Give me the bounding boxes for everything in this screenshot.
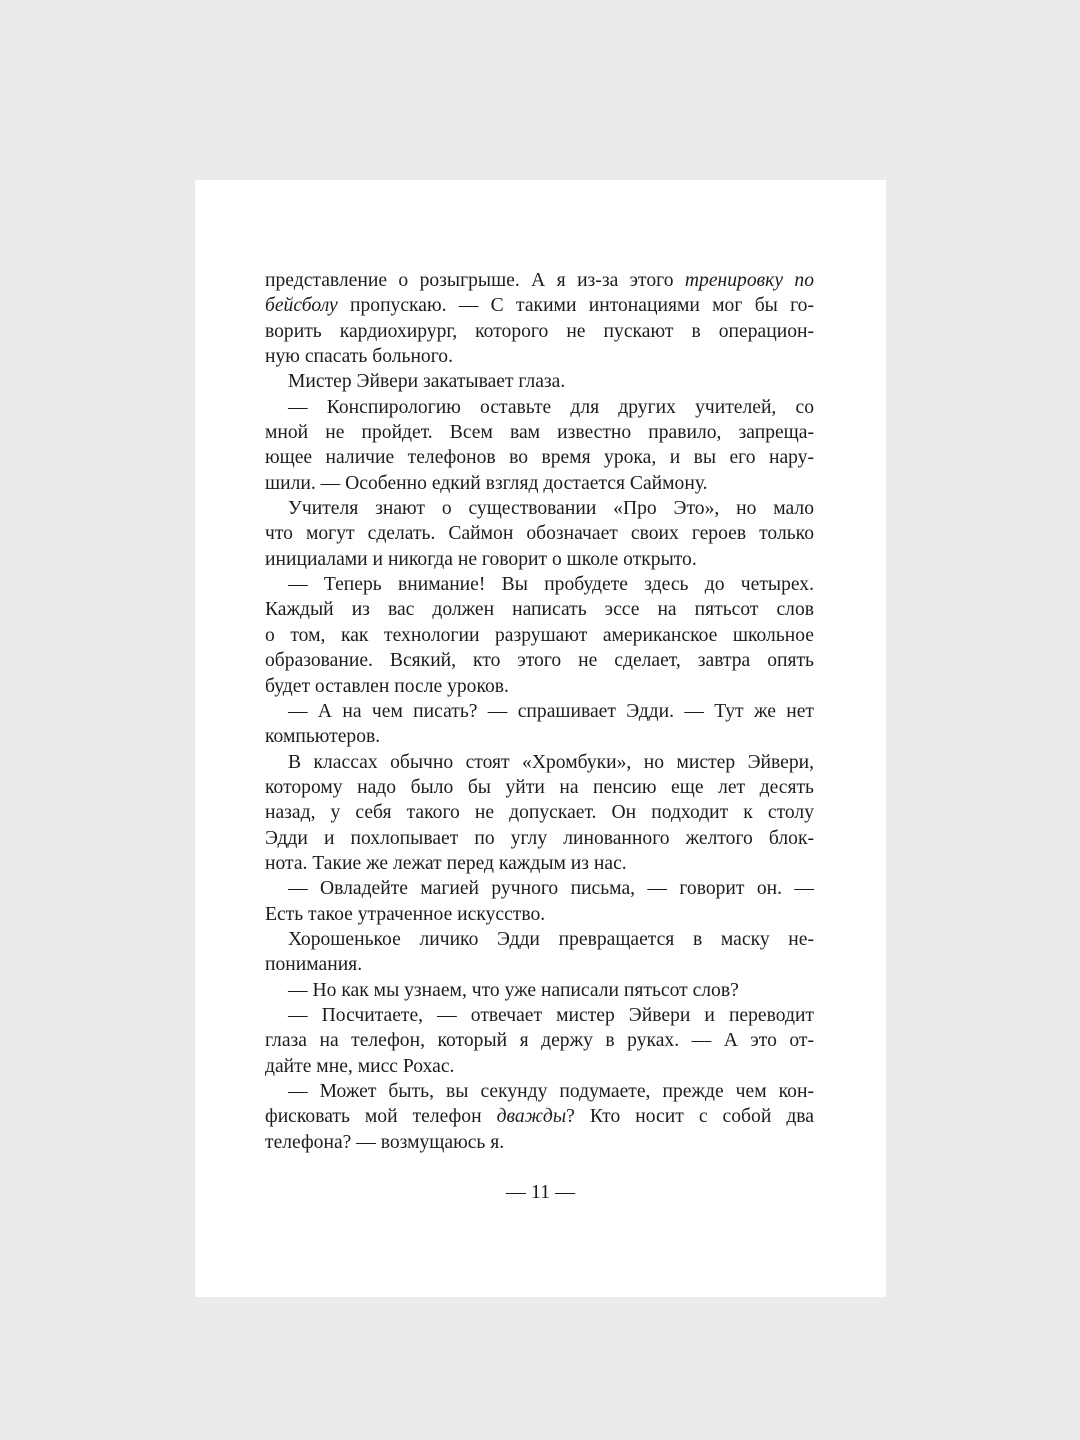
text-line: о том, как технологии разрушают американское школьное <box>265 624 814 646</box>
text-line: фисковать мой телефон дважды? Кто носит с собой два <box>265 1106 814 1128</box>
text-line: будет оставлен после уроков. <box>265 675 509 697</box>
text-line: образование. Всякий, кто этого не сделает, завтра опять <box>265 650 814 672</box>
text-line: Эдди и похлопывает по углу линованного желтого блок- <box>265 827 814 849</box>
text-line: — Конспирологию оставьте для других учителей, со <box>288 396 814 418</box>
text-line: глаза на телефон, который я держу в руках. — А это от- <box>265 1030 814 1052</box>
text-line: назад, у себя такого не допускает. Он подходит к столу <box>265 802 814 824</box>
text-line: дайте мне, мисс Рохас. <box>265 1055 455 1077</box>
text-line: мной не пройдет. Всем вам известно правило, запреща- <box>265 422 814 444</box>
text-line: что могут сделать. Саймон обозначает своих героев только <box>265 523 814 545</box>
text-line: Есть такое утраченное искусство. <box>265 903 546 925</box>
text-line: — Теперь внимание! Вы пробудете здесь до четырех. <box>288 574 814 596</box>
text-line: шили. — Особенно едкий взгляд достается Саймону. <box>265 472 708 494</box>
book-page <box>195 180 886 1297</box>
text-line: — А на чем писать? — спрашивает Эдди. — Тут же нет <box>288 700 814 722</box>
text-line: Хорошенькое личико Эдди превращается в маску не- <box>288 928 814 950</box>
text-line: инициалами и никогда не говорит о школе открыто. <box>265 548 697 570</box>
text-line: ющее наличие телефонов во время урока, и вы его нару- <box>265 447 814 469</box>
text-line: которому надо было бы уйти на пенсию еще лет десять <box>265 776 814 798</box>
text-line: ворить кардиохирург, которого не пускают в операцион- <box>265 320 814 342</box>
text-line: Учителя знают о существовании «Про Это», но мало <box>288 498 814 520</box>
text-line: — Может быть, вы секунду подумаете, прежде чем кон- <box>288 1081 814 1102</box>
text-line: — Посчитаете, — отвечает мистер Эйвери и переводит <box>288 1004 814 1026</box>
text-line: нота. Такие же лежат перед каждым из нас. <box>265 852 627 874</box>
text-line: представление о розыгрыше. А я из-за этого тренировку по <box>265 270 814 291</box>
page-body-text <box>265 268 814 1155</box>
page-number: — 11 — <box>505 1181 576 1203</box>
text-line: Мистер Эйвери закатывает глаза. <box>288 371 566 393</box>
text-line: Каждый из вас должен написать эссе на пятьсот слов <box>265 599 814 621</box>
text-line: ную спасать больного. <box>265 346 453 368</box>
text-line: — Овладейте магией ручного письма, — говорит он. — <box>288 878 814 900</box>
text-line: В классах обычно стоят «Хромбуки», но мистер Эйвери, <box>288 751 814 773</box>
text-line: телефона? — возмущаюсь я. <box>265 1131 505 1153</box>
text-line: понимания. <box>265 954 363 976</box>
text-line: бейсболу пропускаю. — С такими интонациями мог бы го- <box>265 295 814 317</box>
text-line: компьютеров. <box>265 726 381 748</box>
text-line: — Но как мы узнаем, что уже написали пятьсот слов? <box>288 979 739 1001</box>
